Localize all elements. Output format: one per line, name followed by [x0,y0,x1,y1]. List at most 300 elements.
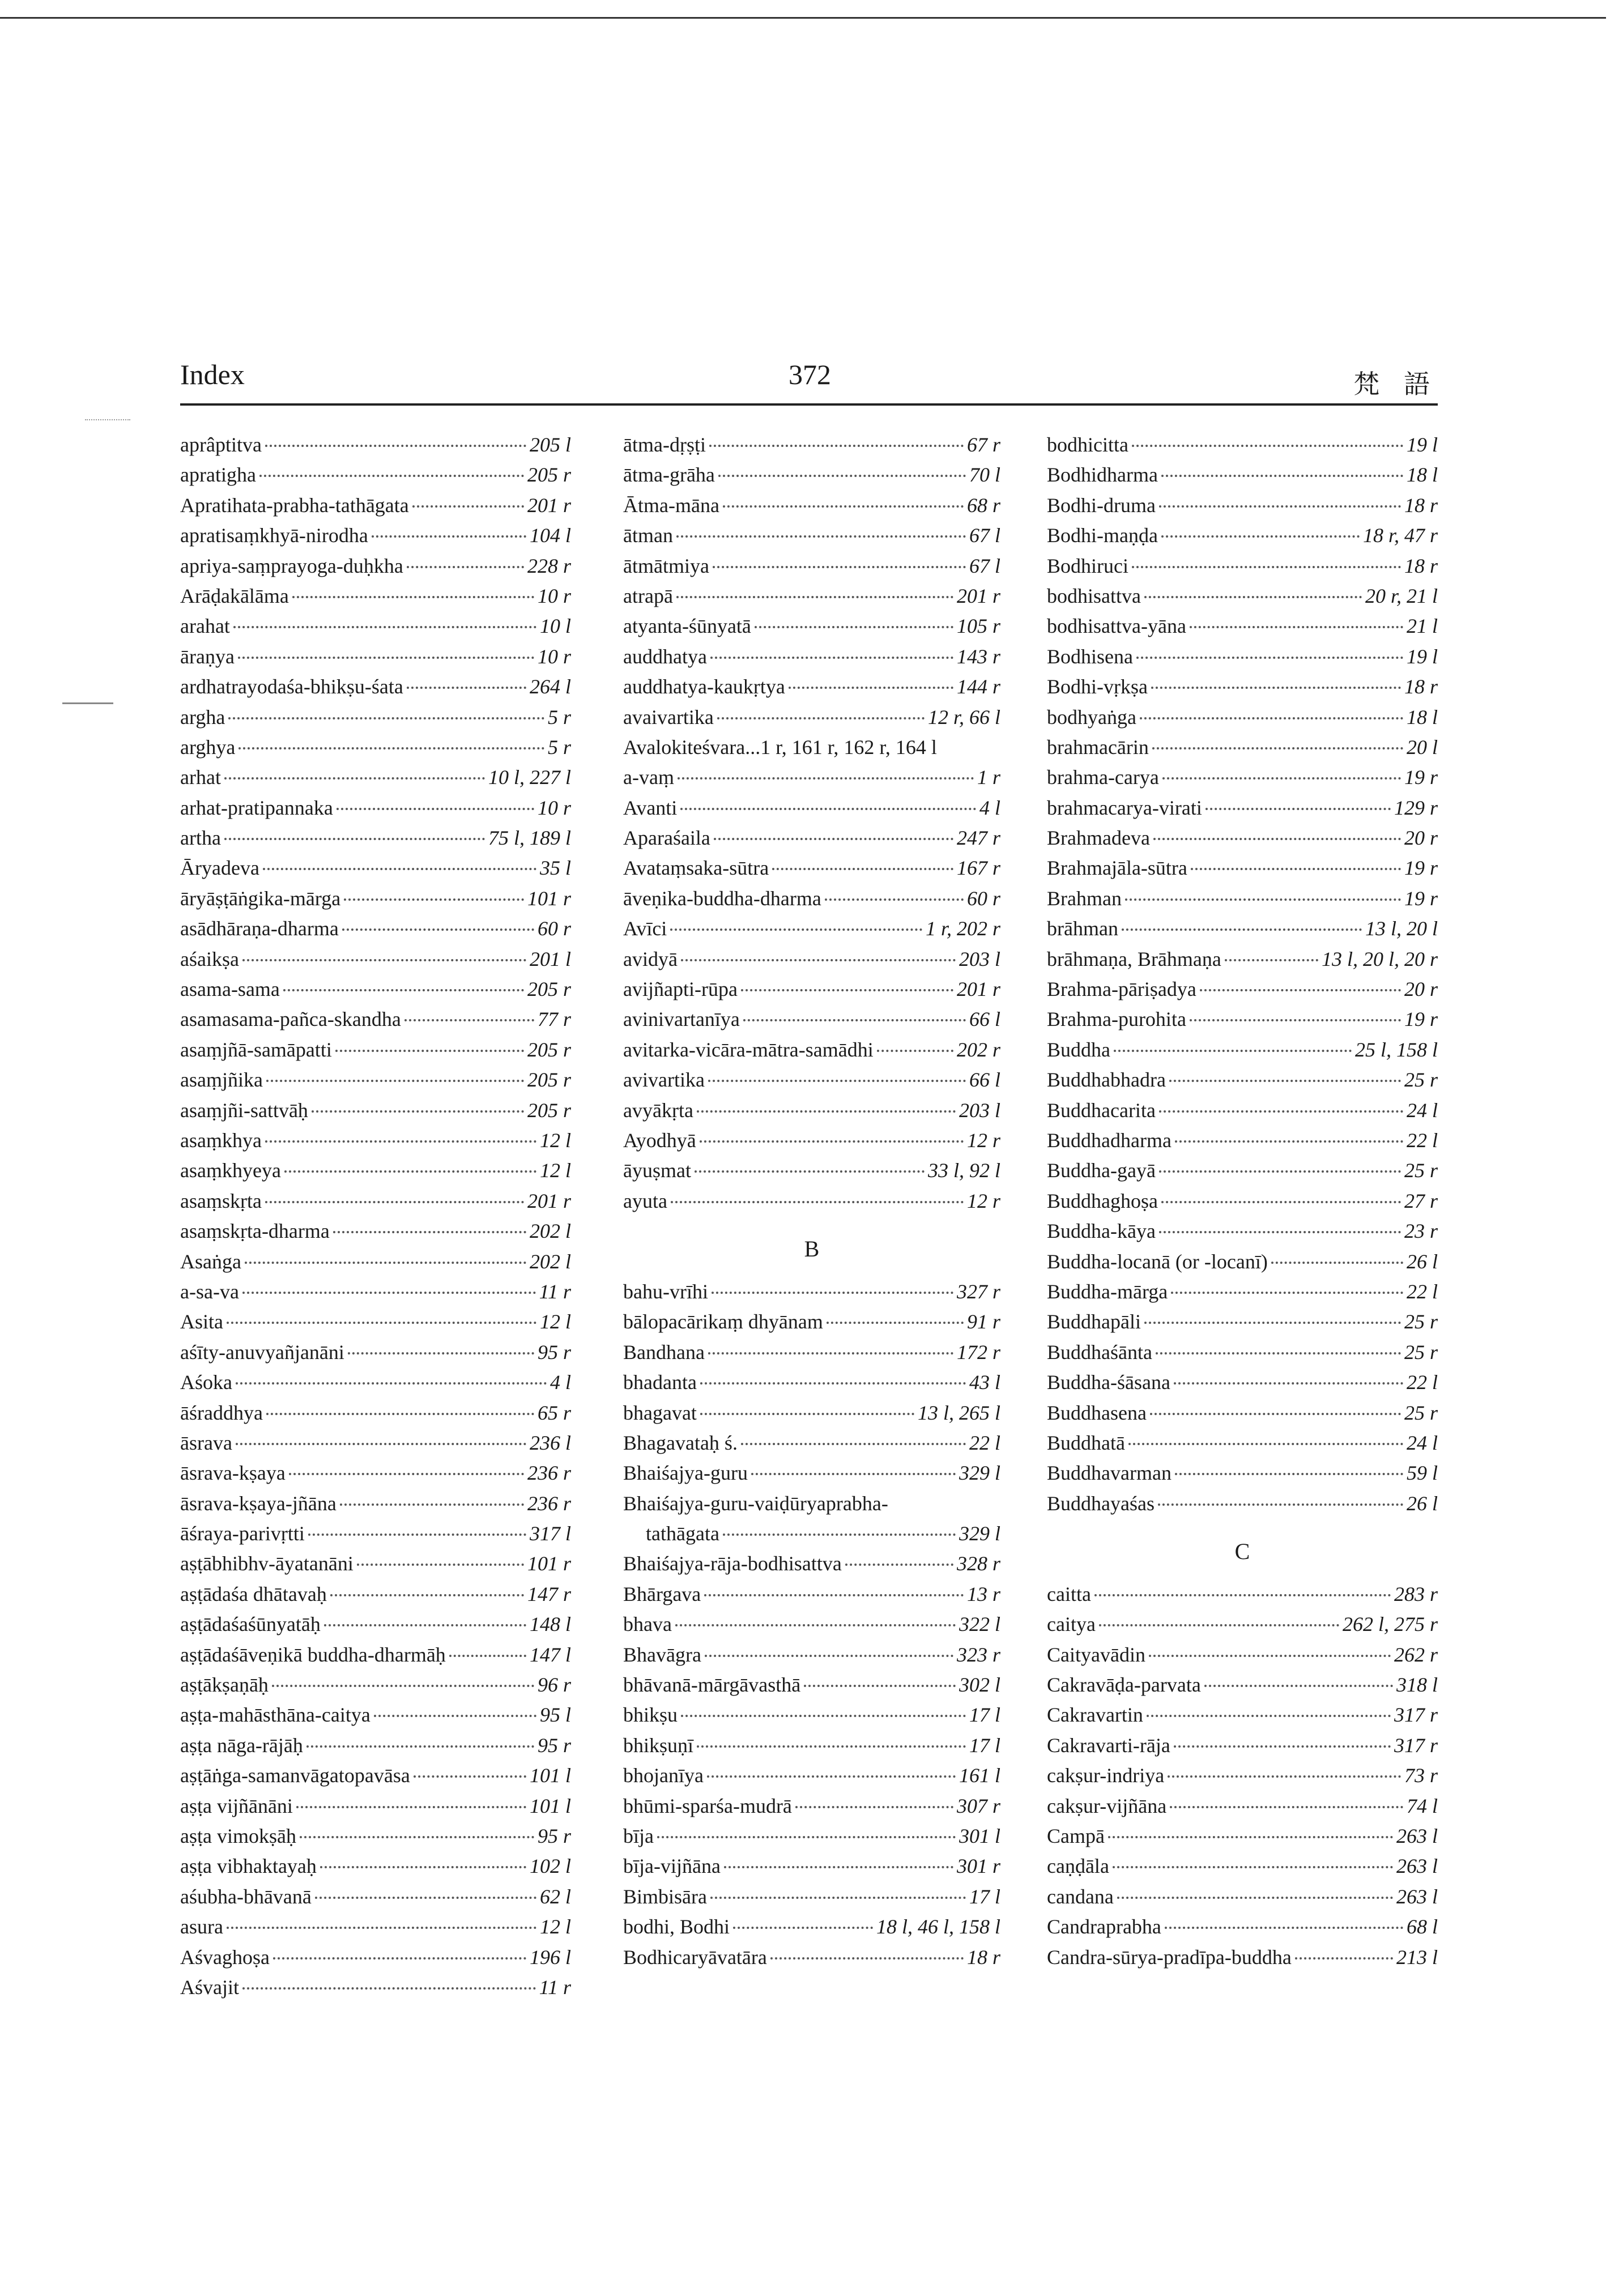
entry-page-ref: 329 l [959,1522,1000,1545]
entry-term: Candra-sūrya-pradīpa-buddha [1047,1945,1292,1969]
leader-dots [795,1806,953,1808]
index-entry [180,1885,571,1915]
index-entry [1047,796,1438,826]
entry-page-ref: 67 l [969,524,1000,547]
index-entry [180,765,571,795]
entry-page-ref: 22 l [969,1431,1000,1454]
index-entry [180,1401,571,1431]
entry-page-ref: 10 r [537,796,571,819]
entry-page-ref: 323 r [956,1643,1000,1666]
leader-dots [265,445,526,447]
leader-dots [1169,1080,1401,1082]
leader-dots [1205,808,1391,810]
entry-term: Āryadeva [180,857,259,880]
entry-term: cakṣur-vijñāna [1047,1794,1167,1817]
entry-page-ref: 19 r [1404,1008,1438,1031]
index-entry [1047,1915,1438,1945]
index-entry [623,765,1000,795]
leader-dots [681,959,956,961]
entry-term: asamasama-pañca-skandha [180,1008,401,1031]
index-entry [623,887,1000,917]
index-entry [1047,1763,1438,1794]
index-entry [180,1280,571,1310]
leader-dots [266,1080,524,1082]
entry-page-ref: 264 l [529,675,571,698]
entry-term: aśaikṣa [180,947,239,970]
leader-dots [671,1201,964,1203]
entry-page-ref: 263 l [1396,1885,1438,1908]
index-entry [623,1128,1000,1158]
leader-dots [1162,777,1401,779]
entry-term: Buddhabhadra [1047,1068,1166,1092]
entry-term: ātma-grāha [623,463,715,487]
leader-dots [681,1715,966,1717]
entry-page-ref: 24 l [1406,1431,1438,1454]
leader-dots [1175,1140,1403,1143]
leader-dots [1144,596,1362,598]
index-entry [1047,1673,1438,1703]
leader-dots [238,657,534,659]
index-entry [1047,1340,1438,1370]
index-entry [623,1854,1000,1884]
entry-page-ref: 20 r, 21 l [1365,584,1438,607]
entry-term: Brahmajāla-sūtra [1047,857,1187,880]
leader-dots [1190,1019,1401,1021]
leader-dots [224,777,485,779]
index-entry [1047,735,1438,765]
leader-dots [772,868,953,870]
index-entry [1047,856,1438,886]
entry-term: Cakravarti-rāja [1047,1733,1170,1757]
entry-term: asaṃjñi-sattvāḥ [180,1098,308,1122]
index-entry [1047,493,1438,523]
entry-term: aśubha-bhāvanā [180,1885,312,1908]
entry-page-ref: 13 l, 20 l [1365,917,1438,940]
leader-dots [712,1292,953,1294]
entry-term: asama-sama [180,978,280,1001]
index-entry [1047,947,1438,977]
entry-term: Arāḍakālāma [180,584,289,607]
index-entry [623,463,1000,493]
leader-dots [1151,687,1401,689]
index-entry [623,493,1000,523]
index-entry [623,1098,1000,1128]
leader-dots [724,1866,953,1868]
leader-dots [1099,1624,1339,1626]
leader-dots [718,475,966,477]
index-entry [1047,705,1438,735]
entry-term: a-vaṃ [623,766,674,789]
entry-term: āśraya-parivṛtti [180,1522,305,1545]
index-entry [180,1612,571,1642]
entry-term: Cakravāḍa-parvata [1047,1673,1201,1697]
entry-page-ref: 201 r [956,978,1000,1001]
leader-dots [743,1019,966,1021]
entry-page-ref: 102 l [529,1855,571,1878]
index-entry [180,705,571,735]
leader-dots [1144,1322,1401,1324]
leader-dots [704,1594,964,1596]
leader-dots [1159,505,1401,508]
index-entry [180,1431,571,1461]
entry-page-ref: 263 l [1396,1824,1438,1847]
index-entry [623,675,1000,705]
entry-page-ref: 307 r [956,1794,1000,1817]
entry-page-ref: 22 l [1406,1371,1438,1394]
entry-term: Bodhi-vṛkṣa [1047,675,1148,698]
index-entry [623,554,1000,584]
entry-term: bhava [623,1613,672,1636]
entry-term: Buddha [1047,1038,1110,1061]
entry-term: candana [1047,1885,1114,1908]
leader-dots [236,1443,526,1445]
entry-page-ref: 167 r [956,857,1000,880]
index-entry [623,1280,1000,1310]
leader-dots [714,838,953,840]
leader-dots [238,747,544,749]
entry-page-ref: 147 l [529,1643,571,1666]
entry-page-ref: 10 r [537,645,571,668]
index-entry [180,1794,571,1824]
leader-dots [1225,959,1318,961]
leader-dots [700,1140,964,1143]
entry-term: Aśoka [180,1371,232,1394]
entry-page-ref: 327 r [956,1280,1000,1303]
index-entry [1047,675,1438,705]
entry-page-ref: 105 r [956,615,1000,638]
index-entry [623,1643,1000,1673]
entry-term: bhagavat [623,1401,697,1424]
entry-page-ref: 12 l [539,1128,571,1152]
index-entry [180,554,571,584]
index-entry [623,947,1000,977]
entry-term: atyanta-śūnyatā [623,615,751,638]
leader-dots [1191,868,1401,870]
index-column-b [623,433,1000,1975]
entry-term: aṣṭa vibhaktayaḥ [180,1855,317,1878]
entry-page-ref: 205 l [529,433,571,456]
page-title: Index [180,359,245,390]
entry-term: bodhisattva-yāna [1047,615,1186,638]
leader-dots [1171,1292,1403,1294]
leader-dots [825,898,964,901]
leader-dots [344,898,524,901]
entry-page-ref: 18 r, 47 r [1362,524,1438,547]
entry-term: asaṃskṛta [180,1189,262,1212]
entry-page-ref: 25 r [1404,1340,1438,1364]
leader-dots [1149,1655,1391,1657]
index-entry [1047,1370,1438,1400]
leader-dots [710,657,953,659]
index-entry [180,675,571,705]
entry-term: ātma-dṛṣṭi [623,433,706,456]
entry-page-ref: 205 r [527,463,571,487]
entry-term: Apratihata-prabha-tathāgata [180,493,409,517]
entry-term: apratigha [180,463,256,487]
entry-page-ref: 202 l [529,1220,571,1243]
leader-dots [1190,626,1403,628]
index-entry [180,1250,571,1280]
entry-term: bodhyaṅga [1047,705,1136,729]
leader-dots [1159,1231,1401,1233]
index-entry [623,1431,1000,1461]
index-entry [623,1310,1000,1340]
entry-page-ref: 18 r [966,1945,1000,1969]
entry-page-ref: 25 l, 158 l [1354,1038,1438,1061]
entry-term: cakṣur-indriya [1047,1764,1165,1787]
entry-term: avinivartanīya [623,1008,740,1031]
index-entry [623,917,1000,947]
entry-page-ref: 18 r [1404,554,1438,577]
entry-page-ref: 161 l [959,1764,1000,1787]
leader-dots [657,1836,956,1838]
entry-term: Brahmadeva [1047,827,1150,850]
entry-term: āśraddhya [180,1401,263,1424]
leader-dots [717,717,925,719]
entry-page-ref: 196 l [529,1945,571,1969]
entry-page-ref: 18 l, 46 l, 158 l [876,1915,1000,1939]
index-entry [1047,554,1438,584]
entry-page-ref: 22 l [1406,1128,1438,1152]
entry-page-ref: 5 r [547,735,571,759]
entry-term: aṣṭa nāga-rājāḥ [180,1733,303,1757]
leader-dots [1147,1715,1391,1717]
entry-page-ref: 1 r, 202 r [925,917,1000,940]
entry-page-ref: 27 r [1404,1189,1438,1212]
entry-page-ref: 129 r [1394,796,1438,819]
leader-dots [707,1775,956,1778]
leader-dots [723,1533,956,1536]
index-entry [1047,463,1438,493]
leader-dots [242,1987,536,1990]
entry-page-ref: 95 r [537,1340,571,1364]
entry-term: Brahman [1047,887,1122,910]
leader-dots [348,1352,534,1354]
entry-page-ref: 147 r [527,1582,571,1605]
index-entry [1047,1158,1438,1189]
entry-page-ref: 26 l [1406,1250,1438,1273]
index-entry [1047,584,1438,614]
entry-term: Bodhisena [1047,645,1133,668]
entry-term: brahmacarya-virati [1047,796,1202,819]
index-entry [180,977,571,1007]
leader-dots [700,1413,914,1415]
entry-term: Campā [1047,1824,1105,1847]
leader-dots [289,1473,524,1475]
entry-term: Aśvajit [180,1975,239,1999]
entry-term: artha [180,827,221,850]
leader-dots [1271,1262,1403,1264]
index-entry [180,1915,571,1945]
leader-dots [1122,928,1362,931]
index-entry [1047,1461,1438,1491]
entry-term: Bhagavataḥ ś. [623,1431,738,1454]
entry-page-ref: 213 l [1396,1945,1438,1969]
index-entry [1047,1128,1438,1158]
leader-dots [1204,1685,1393,1687]
entry-page-ref: 62 l [539,1885,571,1908]
entry-term: Bodhicaryāvatāra [623,1945,767,1969]
entry-term: asādhāraṇa-dharma [180,917,339,940]
header-rule [180,403,1438,406]
entry-page-ref: 205 r [527,1068,571,1092]
entry-page-ref: 201 r [956,584,1000,607]
entry-page-ref: 329 l [959,1462,1000,1485]
index-entry [1047,887,1438,917]
index-entry [1047,1280,1438,1310]
entry-page-ref: 96 r [537,1673,571,1697]
entry-page-ref: 91 r [966,1310,1000,1334]
leader-dots [407,687,526,689]
index-entry [180,1763,571,1794]
entry-term: caitya [1047,1613,1096,1636]
entry-page-ref: 26 l [1406,1492,1438,1515]
entry-term: Ātma-māna [623,493,719,517]
entry-page-ref: 68 r [966,493,1000,517]
entry-page-ref: 95 r [537,1824,571,1847]
index-entry [180,1552,571,1582]
index-entry [180,1492,571,1522]
leader-dots [1125,898,1401,901]
leader-dots [1128,1443,1403,1445]
entry-term: caitta [1047,1582,1091,1605]
leader-dots [242,1292,536,1294]
index-entry [623,1370,1000,1400]
entry-term: ātman [623,524,673,547]
index-entry [623,1068,1000,1098]
index-entry [1047,1431,1438,1461]
entry-page-ref: 317 l [529,1522,571,1545]
index-entry [180,1975,571,2005]
leader-dots [1153,838,1401,840]
leader-dots [708,1080,966,1082]
index-entry [180,463,571,493]
leader-dots [412,505,524,508]
leader-dots [233,626,536,628]
index-entry [1047,523,1438,553]
index-entry [1047,1219,1438,1249]
entry-term: Bimbisāra [623,1885,707,1908]
index-entry [623,1763,1000,1794]
leader-dots [224,838,485,840]
index-entry [180,1189,571,1219]
index-entry [180,917,571,947]
entry-term: Buddha-kāya [1047,1220,1156,1243]
entry-page-ref: 20 r [1404,827,1438,850]
index-entry [623,1673,1000,1703]
index-entry [180,1128,571,1158]
entry-term: Brahma-pāriṣadya [1047,978,1196,1001]
leader-dots [265,1201,524,1203]
leader-dots [300,1836,534,1838]
entry-term: auddhatya [623,645,707,668]
index-entry [180,1340,571,1370]
leader-dots [273,1957,526,1960]
leader-dots [324,1624,526,1626]
entry-term: bālopacārikaṃ dhyānam [623,1310,823,1334]
leader-dots [374,1715,536,1717]
index-entry [623,645,1000,675]
entry-term: brahma-carya [1047,766,1159,789]
entry-page-ref: 20 r [1404,978,1438,1001]
entry-term: Brahma-purohita [1047,1008,1186,1031]
entry-term: asura [180,1915,223,1939]
leader-dots [709,445,964,447]
entry-page-ref: 301 r [956,1855,1000,1878]
entry-page-ref: 203 l [959,1098,1000,1122]
index-entry [1047,1401,1438,1431]
leader-dots [1158,1503,1403,1506]
section-letter: B [804,1236,820,1262]
index-entry [1047,1703,1438,1733]
index-entry [1047,1038,1438,1068]
entry-term: Asita [180,1310,223,1334]
leader-dots [357,1564,524,1566]
index-entry [1047,977,1438,1007]
index-entry [623,1703,1000,1733]
entry-page-ref: 201 l [529,947,571,970]
entry-term: bhūmi-sparśa-mudrā [623,1794,792,1817]
entry-term: Buddha-mārga [1047,1280,1168,1303]
leader-dots [676,535,966,538]
entry-page-ref: 23 r [1404,1220,1438,1243]
entry-term: Buddhatā [1047,1431,1125,1454]
entry-term: ardhatrayodaśa-bhikṣu-śata [180,675,403,698]
index-entry [1047,645,1438,675]
leader-dots [1168,1775,1401,1778]
entry-page-ref: 12 r, 66 l [927,705,1000,729]
index-entry [180,796,571,826]
index-entry [180,1068,571,1098]
leader-dots [755,626,953,628]
entry-page-ref: 301 l [959,1824,1000,1847]
leader-dots [1295,1957,1393,1960]
entry-page-ref: 101 r [527,887,571,910]
index-entry [1047,1824,1438,1854]
entry-page-ref: 19 r [1404,766,1438,789]
leader-dots [283,989,524,991]
entry-term: asaṃjñā-samāpatti [180,1038,332,1061]
leader-dots [695,1170,925,1173]
index-entry [180,584,571,614]
entry-page-ref: 77 r [537,1008,571,1031]
index-column-c [1047,433,1438,1975]
entry-page-ref: 318 l [1396,1673,1438,1697]
entry-term: aṣṭa vimokṣāḥ [180,1824,296,1847]
leader-dots [700,1382,966,1385]
entry-page-ref: 19 r [1404,857,1438,880]
entry-page-ref: 5 r [547,705,571,729]
entry-term: asaṃkhya [180,1128,262,1152]
leader-dots [1117,1897,1393,1899]
index-entry [1047,1794,1438,1824]
entry-page-ref: 25 r [1404,1159,1438,1182]
entry-term: āveṇika-buddha-dharma [623,887,821,910]
index-entry [180,735,571,765]
leader-dots [284,1170,536,1173]
entry-page-ref: 322 l [959,1613,1000,1636]
index-entry [1047,1068,1438,1098]
entry-term: āsrava [180,1431,232,1454]
entry-term: bīja [623,1824,654,1847]
entry-page-ref: 17 l [969,1733,1000,1757]
entry-page-ref: 263 l [1396,1855,1438,1878]
entry-term: Buddhapāli [1047,1310,1141,1334]
entry-page-ref: 302 l [959,1673,1000,1697]
entry-page-ref: 104 l [529,524,571,547]
entry-term: avitarka-vicāra-mātra-samādhi [623,1038,874,1061]
entry-page-ref: 43 l [969,1371,1000,1394]
